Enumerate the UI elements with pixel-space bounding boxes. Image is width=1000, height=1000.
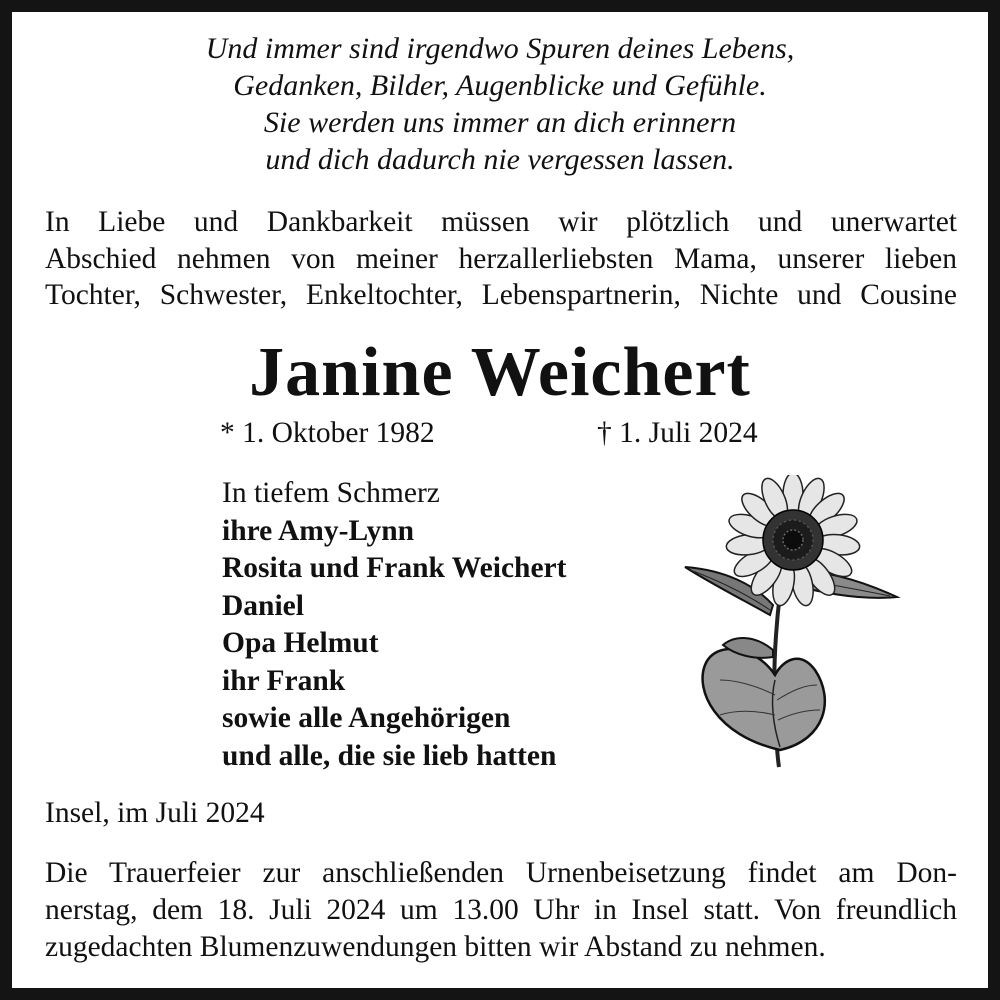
mourner-name: Rosita und Frank Weichert (222, 552, 567, 584)
death-date: † 1. Juli 2024 (597, 417, 758, 449)
service-paragraph (45, 855, 957, 966)
mourner-name: ihr Frank (222, 664, 346, 697)
deceased-name: Janine Weichert (249, 334, 751, 411)
birth-date: * 1. Oktober 1982 (220, 417, 435, 449)
service-line: zugedachten Blumenzuwendungen bitten wir Abstand zu nehmen. (45, 931, 826, 963)
place-date: Insel, im Juli 2024 (45, 797, 265, 829)
intro-line: In Liebe und Dankbarkeit müssen wir plötzlich und unerwartet (45, 206, 957, 238)
mourner-name: und alle, die sie lieb hatten (222, 739, 557, 772)
mourner-name: sowie alle Angehörigen (222, 702, 511, 734)
poem-line: Gedanken, Bilder, Augenblicke und Gefühle. (233, 69, 767, 102)
intro-paragraph (45, 204, 957, 314)
poem-line: Sie werden uns immer an dich erinnern (263, 106, 737, 139)
intro-line: Abschied nehmen von meiner herzallerliebsten Mama, unserer lieben (45, 242, 957, 275)
poem-line: Und immer sind irgendwo Spuren deines Lebens, (205, 32, 795, 65)
mourners-list (222, 475, 566, 775)
poem-line: und dich dadurch nie vergessen lassen. (265, 143, 735, 176)
mourner-name: ihre Amy-Lynn (222, 514, 415, 547)
sunflower-icon (675, 475, 905, 775)
mourners-heading: In tiefem Schmerz (222, 477, 440, 509)
service-line: Die Trauerfeier zur anschließenden Urnenbeisetzung findet am Don- (45, 857, 957, 889)
intro-line: Tochter, Schwester, Enkeltochter, Lebenspartnerin, Nichte und Cousine (45, 279, 957, 311)
mourner-name: Daniel (222, 589, 304, 622)
service-line: nerstag, dem 18. Juli 2024 um 13.00 Uhr in Insel statt. Von freundlich (45, 894, 957, 926)
mourner-name: Opa Helmut (222, 627, 379, 659)
memorial-poem (40, 30, 960, 178)
